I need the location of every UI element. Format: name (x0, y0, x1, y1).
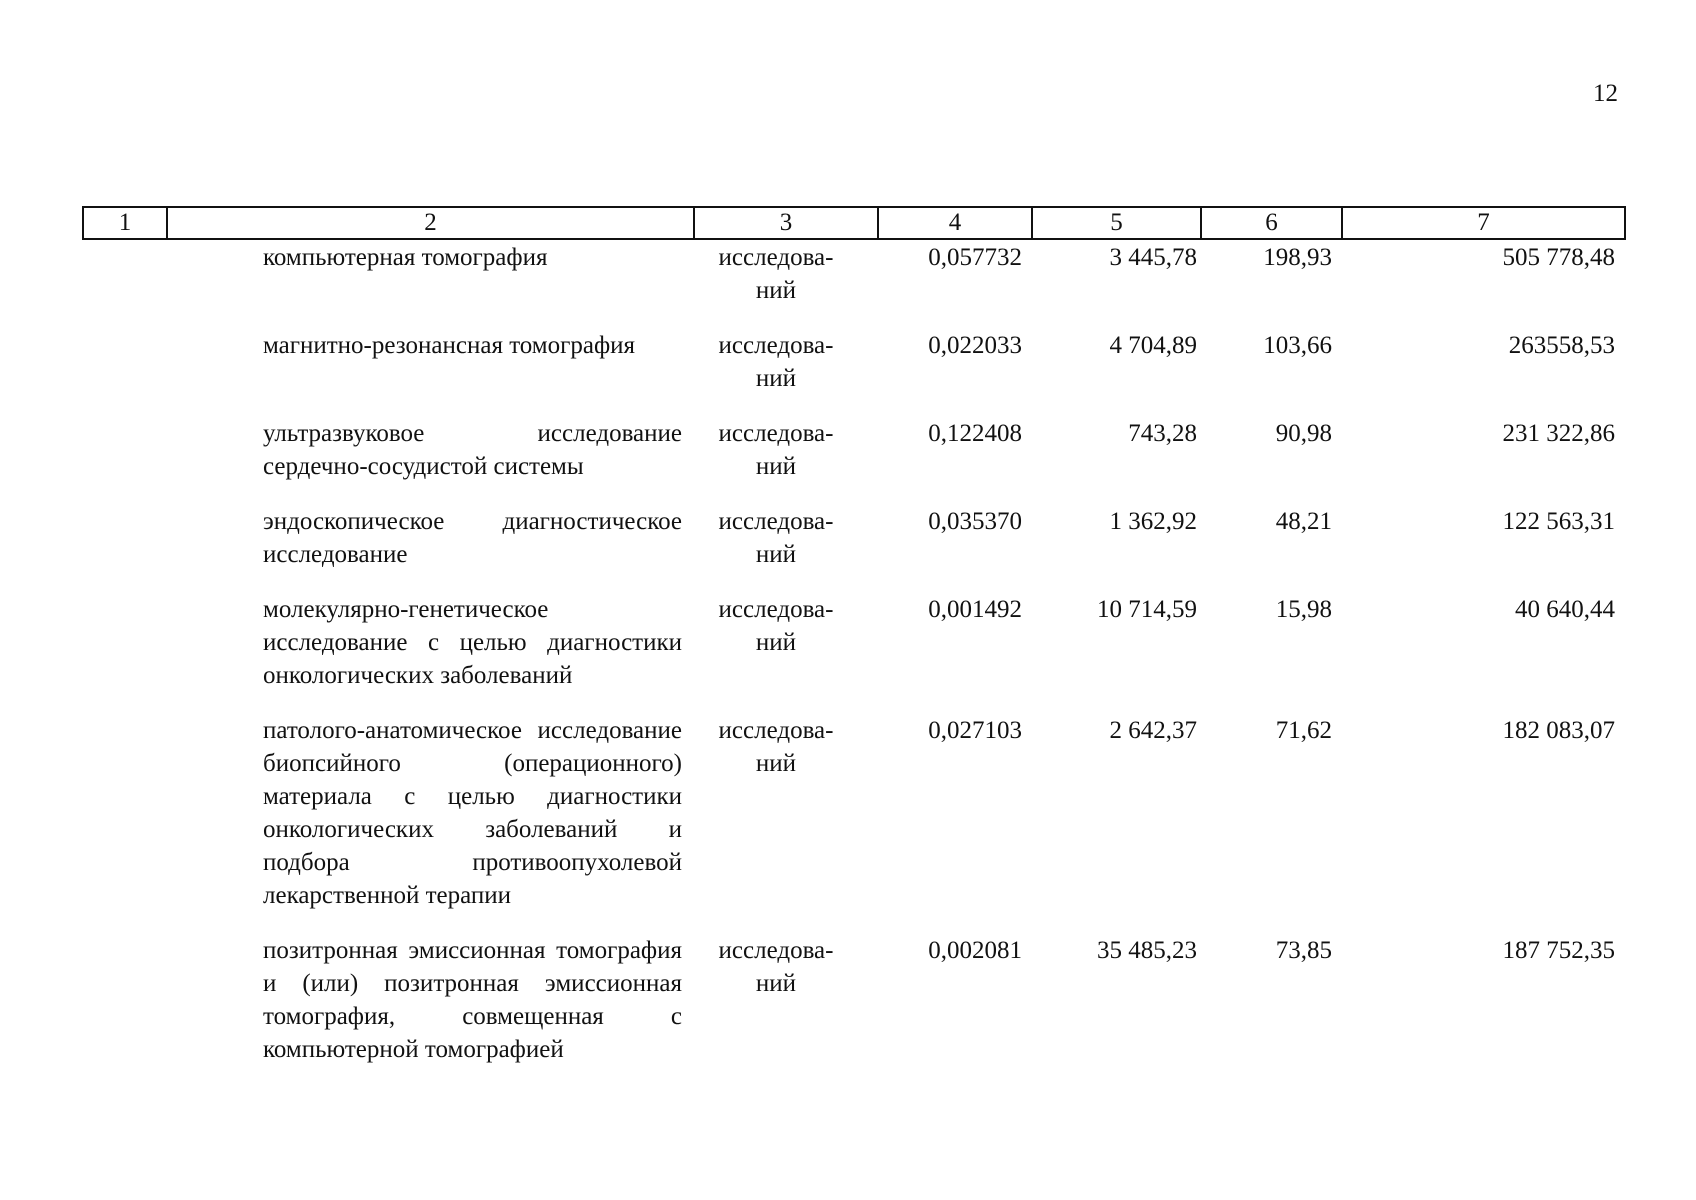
volume-norm-cell: 0,057732 (928, 244, 1022, 271)
volume-norm-cell: 0,035370 (928, 508, 1022, 535)
total-cost-cell: 231 322,86 (1502, 420, 1615, 447)
total-cost-cell: 122 563,31 (1502, 508, 1615, 535)
row-index-cell (83, 714, 167, 934)
unit-cell: исследова- ний (718, 244, 834, 304)
column-number-6: 6 (1201, 207, 1342, 239)
cost-per-unit-cell: 35 485,23 (1097, 937, 1197, 964)
table-row (83, 934, 1625, 1088)
column-number-1: 1 (83, 207, 167, 239)
unit-cell: исследова- ний (718, 420, 834, 480)
table-row (83, 417, 1625, 505)
cost-per-unit-cell: 743,28 (1128, 420, 1197, 447)
table-row (83, 505, 1625, 593)
per-capita-cell: 198,93 (1263, 244, 1332, 271)
per-capita-cell: 103,66 (1263, 332, 1332, 359)
volume-norm-cell: 0,002081 (928, 937, 1022, 964)
total-cost-cell: 187 752,35 (1502, 937, 1615, 964)
table-row (83, 329, 1625, 417)
row-index-cell (83, 329, 167, 417)
row-index-cell (83, 593, 167, 714)
column-number-7: 7 (1342, 207, 1625, 239)
column-number-header-row (83, 207, 1625, 239)
column-number-2: 2 (167, 207, 694, 239)
column-number-4: 4 (878, 207, 1032, 239)
unit-cell: исследова- ний (718, 508, 834, 568)
row-index-cell (83, 417, 167, 505)
page-number: 12 (1593, 80, 1618, 107)
table-row (83, 239, 1625, 329)
volume-norm-cell: 0,027103 (928, 717, 1022, 744)
per-capita-cell: 71,62 (1275, 717, 1332, 744)
service-name-cell: компьютерная томография (263, 244, 548, 271)
volume-norm-cell: 0,122408 (928, 420, 1022, 447)
service-name-cell: позитронная эмиссионная томография и (или) позитронная эмиссионная томография, совмещенная с компьютерной томографией (263, 937, 682, 1063)
service-name-cell: ультразвуковое исследование сердечно-сосудистой системы (263, 420, 682, 480)
cost-per-unit-cell: 4 704,89 (1109, 332, 1197, 359)
cost-per-unit-cell: 2 642,37 (1109, 717, 1197, 744)
cost-per-unit-cell: 1 362,92 (1109, 508, 1197, 535)
unit-cell: исследова- ний (718, 937, 834, 997)
row-index-cell (83, 239, 167, 329)
unit-cell: исследова- ний (718, 717, 834, 777)
per-capita-cell: 73,85 (1275, 937, 1332, 964)
service-name-cell: молекулярно-генетическое исследование с целью диагностики онкологических заболеваний (263, 596, 682, 689)
row-index-cell (83, 934, 167, 1088)
table-row (83, 714, 1625, 934)
volume-norm-cell: 0,022033 (928, 332, 1022, 359)
total-cost-cell: 182 083,07 (1502, 717, 1615, 744)
total-cost-cell: 263558,53 (1508, 332, 1615, 359)
column-number-5: 5 (1032, 207, 1201, 239)
table-row (83, 593, 1625, 714)
column-number-3: 3 (694, 207, 878, 239)
volume-norm-cell: 0,001492 (928, 596, 1022, 623)
service-name-cell: эндоскопическое диагностическое исследование (263, 508, 682, 568)
unit-cell: исследова- ний (718, 596, 834, 656)
cost-per-unit-cell: 10 714,59 (1097, 596, 1197, 623)
total-cost-cell: 40 640,44 (1515, 596, 1615, 623)
per-capita-cell: 15,98 (1275, 596, 1332, 623)
table-body (83, 239, 1625, 1088)
unit-cell: исследова- ний (718, 332, 834, 392)
row-index-cell (83, 505, 167, 593)
service-name-cell: магнитно-резонансная томография (263, 332, 636, 359)
tariff-table (82, 206, 1626, 1088)
per-capita-cell: 48,21 (1275, 508, 1332, 535)
cost-per-unit-cell: 3 445,78 (1109, 244, 1197, 271)
service-name-cell: патолого-анатомическое исследование биопсийного (операционного) материала с целью диагностики онкологических заболеваний и подбора противоопухолевой лекарственной терапии (263, 717, 682, 909)
per-capita-cell: 90,98 (1275, 420, 1332, 447)
total-cost-cell: 505 778,48 (1502, 244, 1615, 271)
